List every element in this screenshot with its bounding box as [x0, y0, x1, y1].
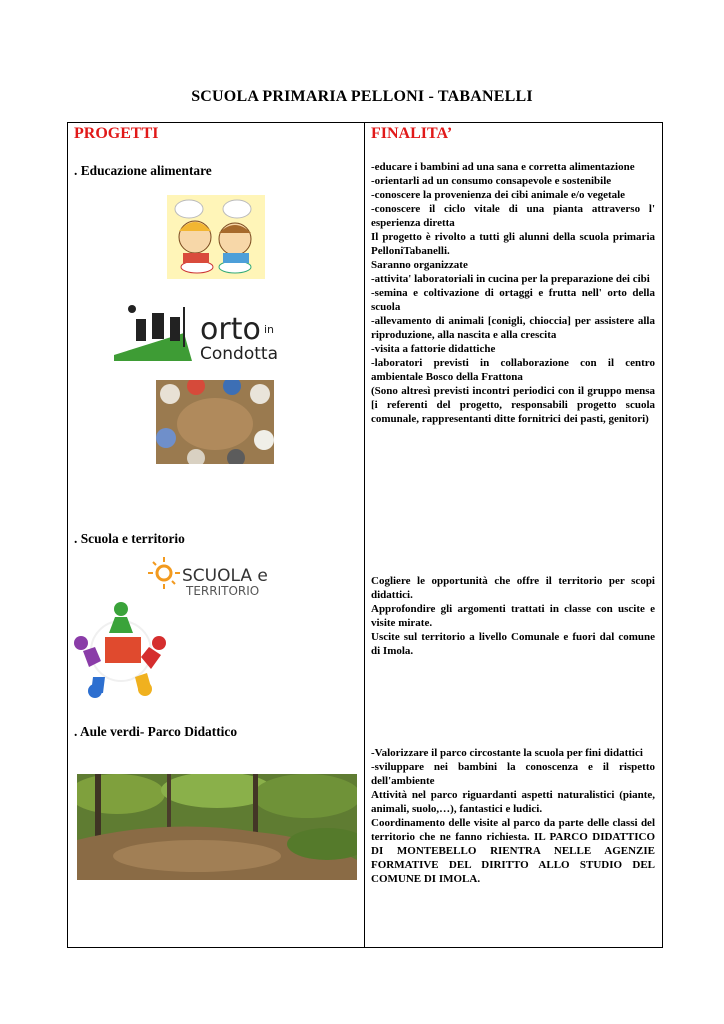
- finalita-line: -orientarli ad un consumo consapevole e sostenibile: [371, 175, 612, 187]
- finalita-line: -Valorizzare il parco circostante la scuola per fini didattici: [371, 747, 643, 759]
- column-divider: [364, 123, 365, 947]
- project-title-aule-verdi: . Aule verdi- Parco Didattico: [74, 724, 238, 739]
- finalita-aule-verdi: [371, 746, 655, 886]
- finalita-line: -sviluppare nei bambini la conoscenza e il rispetto dell'ambiente: [371, 761, 655, 787]
- finalita-line: -conoscere la provenienza dei cibi animale e/o vegetale: [371, 189, 626, 201]
- orto-logo-in: in: [264, 323, 275, 336]
- finalita-line: Saranno organizzate: [371, 259, 468, 271]
- finalita-line: Approfondire gli argomenti trattati in classe con uscite e visite mirate.: [371, 603, 655, 629]
- finalita-line: -allevamento di animali [conigli, chioccia] per assistere alla riproduzione, alla nascita e alla crescita: [371, 315, 655, 341]
- orto-logo-word: orto: [200, 312, 261, 347]
- scuola-logo-line1: SCUOLA e: [182, 566, 268, 586]
- scuola-logo-line2: TERRITORIO: [186, 584, 260, 598]
- projects-table: [67, 122, 663, 948]
- scuola-territorio-logo: [140, 555, 296, 601]
- orto-logo-condotta: Condotta: [200, 344, 278, 361]
- finalita-line: -semina e coltivazione di ortaggi e frutta nell' orto della scuola: [371, 287, 655, 313]
- finalita-line: Uscite sul territorio a livello Comunale e fuori dal comune di Imola.: [371, 631, 655, 657]
- finalita-scuola-territorio: [371, 574, 655, 658]
- header-finalita: FINALITA’: [371, 125, 453, 142]
- finalita-line: -laboratori previsti in collaborazione con il centro ambientale Bosco della Frattona: [371, 357, 655, 383]
- header-progetti: PROGETTI: [74, 125, 159, 142]
- kids-circle-logo: [71, 599, 171, 703]
- page-title: SCUOLA PRIMARIA PELLONI - TABANELLI: [191, 88, 533, 105]
- children-eating-image: [167, 195, 265, 279]
- finalita-line: Cogliere le opportunità che offre il territorio per scopi didattici.: [371, 575, 655, 601]
- finalita-line: Attività nel parco riguardanti aspetti naturalistici (piante, animali, suolo,…), fantastici e ludici.: [371, 789, 655, 815]
- finalita-line: -attivita' laboratoriali in cucina per la preparazione dei cibi: [371, 273, 650, 285]
- finalita-line: -visita a fattorie didattiche: [371, 343, 496, 355]
- finalita-line: Coordinamento delle visite al parco da parte delle classi del territorio che ne fanno richiesta. IL PARCO DIDATTICO DI MONTEBELLO RIENTRA NELLE AGENZIE FORMATIVE DEL DIRITTO ALLO STUDIO DEL COMUNE DI IMOLA.: [371, 817, 655, 885]
- finalita-line: -educare i bambini ad una sana e corretta alimentazione: [371, 161, 635, 173]
- finalita-educazione: [371, 160, 655, 426]
- finalita-line: Il progetto è rivolto a tutti gli alunni della scuola primaria PelloniTabanelli.: [371, 231, 655, 257]
- finalita-line: -conoscere il ciclo vitale di una pianta attraverso l' esperienza diretta: [371, 203, 655, 229]
- children-circle-soil-image: [156, 380, 274, 464]
- park-photo: [77, 774, 357, 880]
- finalita-line: (Sono altresì previsti incontri periodici con il gruppo mensa [i referenti del progetto, responsabili progetto scuola comunale, rappresentanti ditte fornitrici dei pasti, genitori): [371, 385, 655, 425]
- project-title-educazione: . Educazione alimentare: [74, 163, 212, 178]
- project-title-scuola-territorio: . Scuola e territorio: [74, 531, 185, 546]
- orto-in-condotta-logo: [114, 303, 316, 361]
